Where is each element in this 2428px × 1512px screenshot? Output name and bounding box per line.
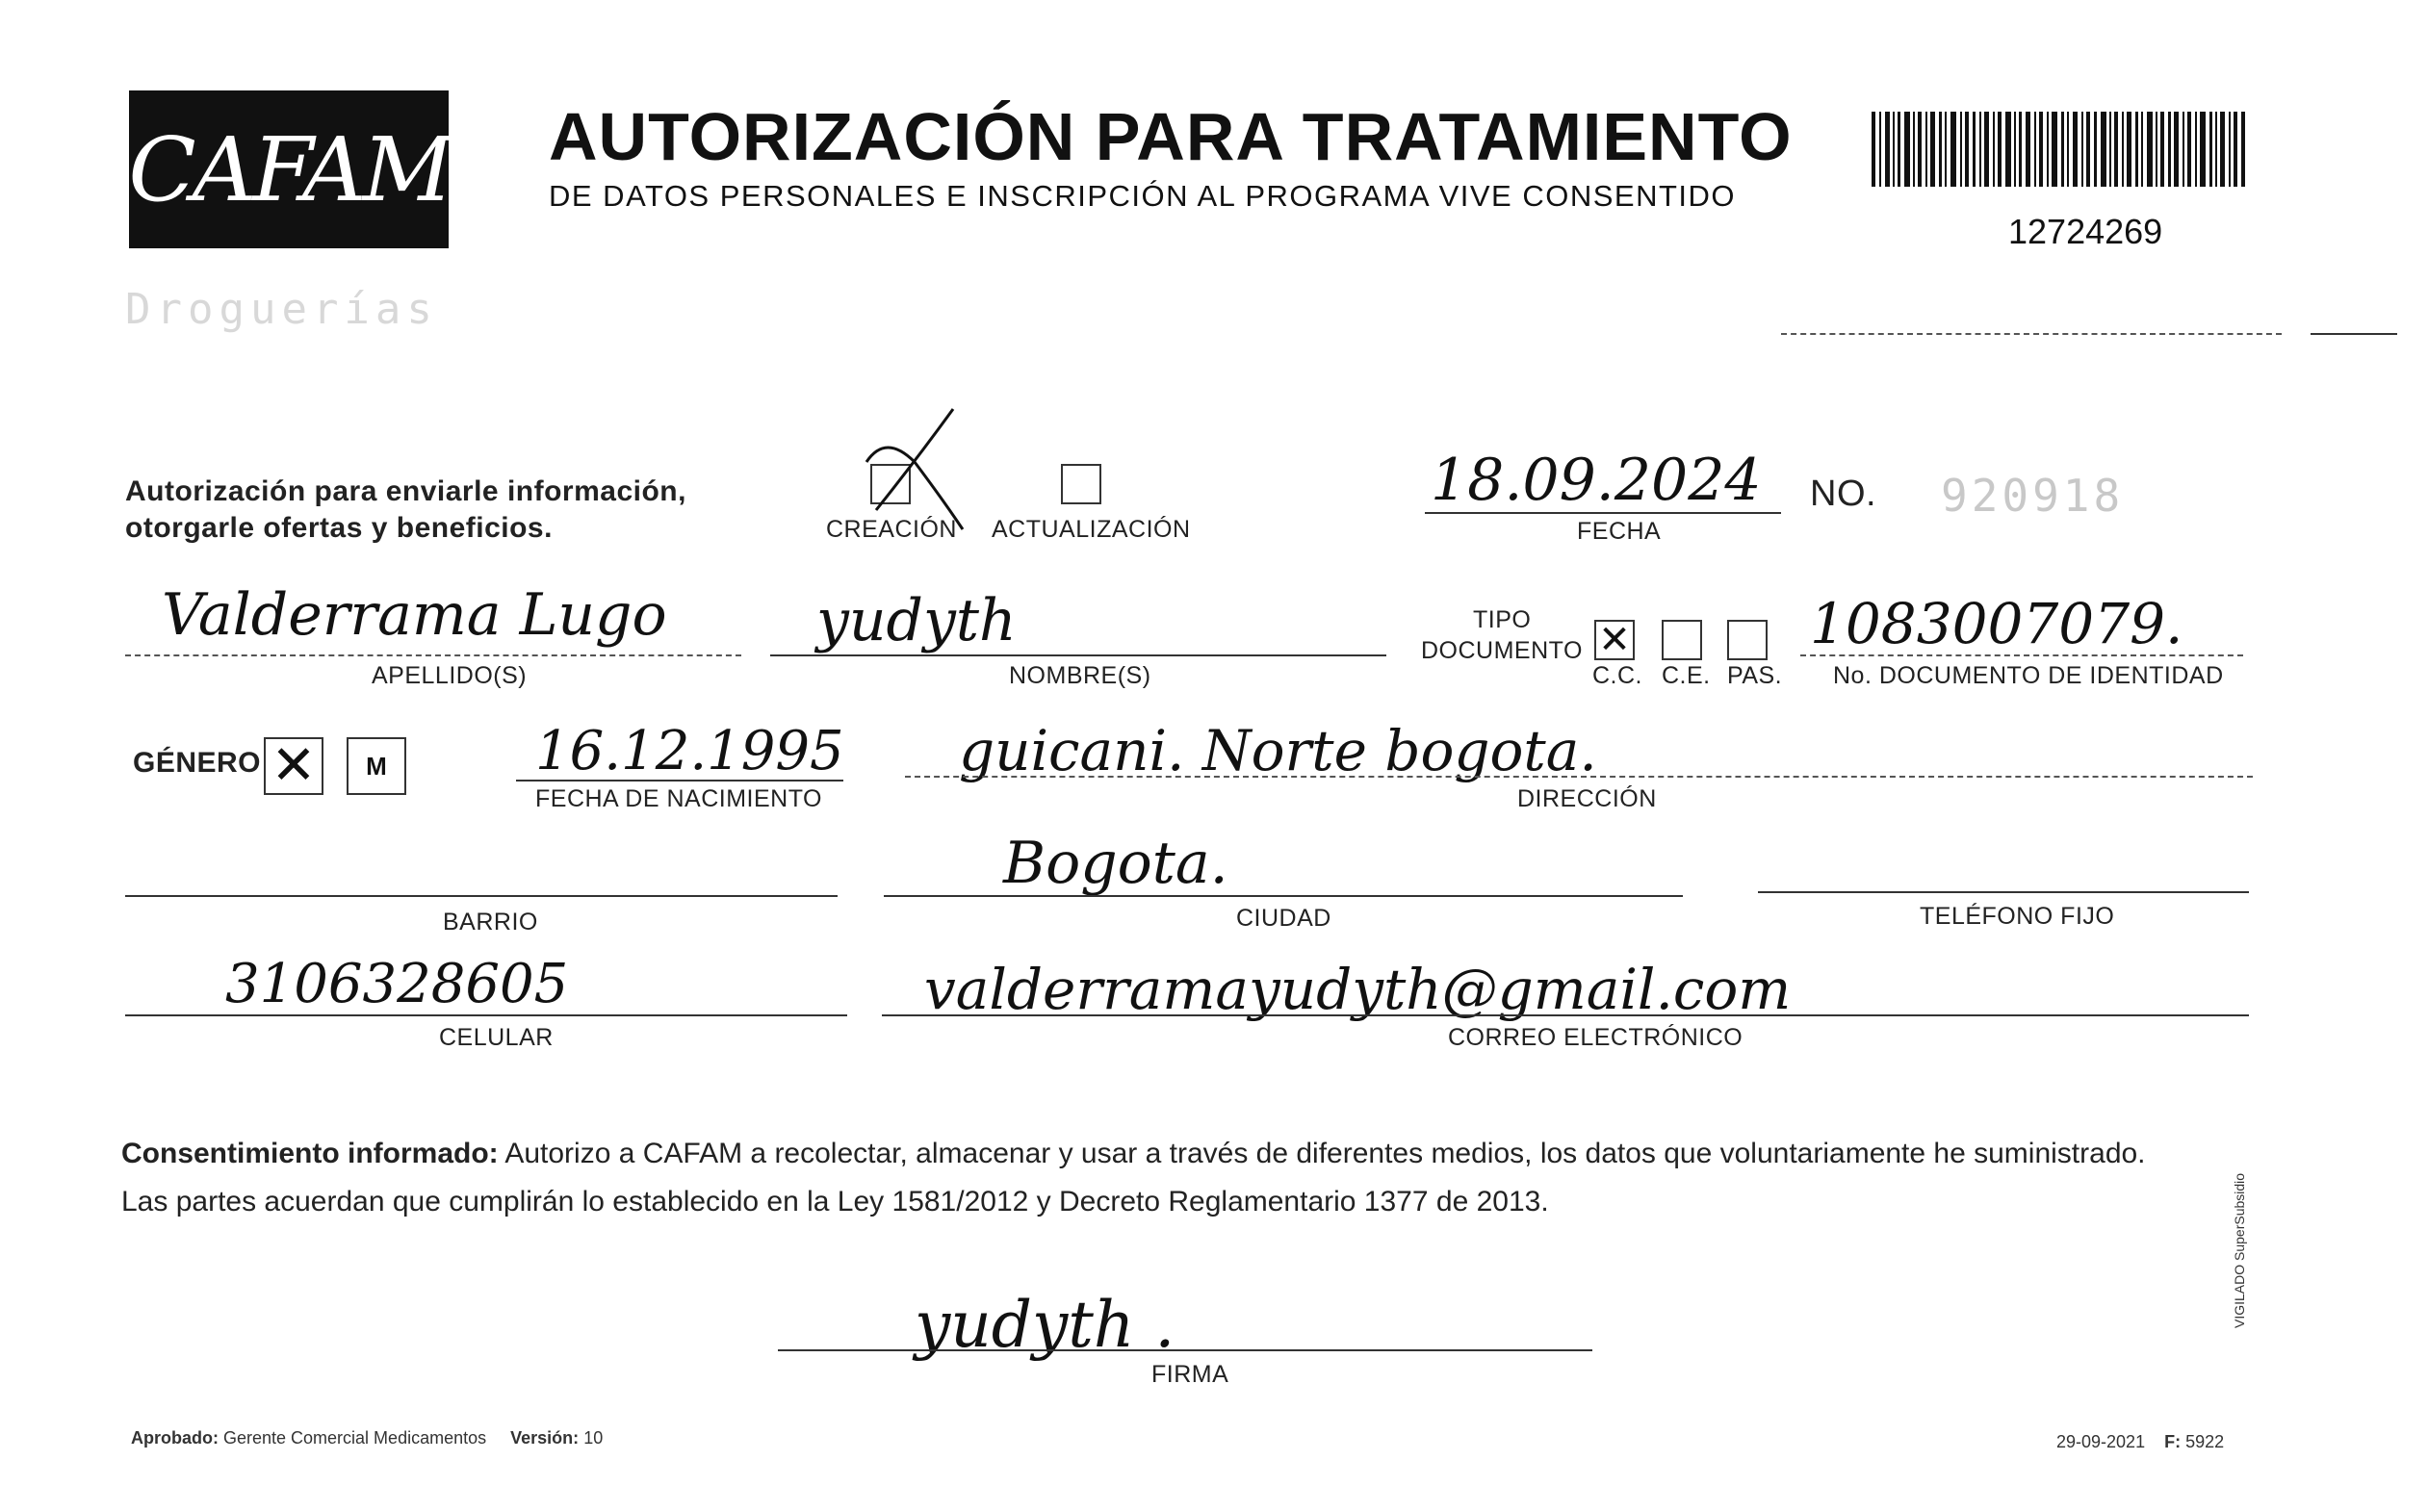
- header-divider-short: [2311, 333, 2397, 335]
- doc-number-line: [1800, 654, 2243, 656]
- city-value[interactable]: Bogota.: [1003, 830, 1228, 897]
- consent-text-1: Autorizo a CAFAM a recolectar, almacenar y usar a través de diferentes medios, los datos que voluntariamente he suministrado.: [498, 1138, 2146, 1169]
- footer-approved: [131, 1428, 603, 1448]
- doc-number-value[interactable]: 1083007079.: [1810, 591, 2183, 656]
- doc-type-label-2: DOCUMENTO: [1421, 637, 1583, 664]
- version-label: Versión:: [510, 1428, 580, 1448]
- form-title: AUTORIZACIÓN PARA TRATAMIENTO: [549, 99, 1793, 174]
- birth-value[interactable]: 16.12.1995: [535, 720, 844, 782]
- barcode-icon: [1872, 112, 2247, 187]
- auth-intro-line2: otorgarle ofertas y beneficios.: [125, 512, 553, 544]
- email-line: [882, 1014, 2249, 1016]
- creation-label: CREACIÓN: [826, 516, 957, 543]
- doc-number-label: No. DOCUMENTO DE IDENTIDAD: [1833, 662, 2224, 689]
- signature-label: FIRMA: [1151, 1361, 1229, 1388]
- birth-line: [516, 780, 843, 782]
- date-label: FECHA: [1577, 518, 1662, 545]
- doc-pas-label: PAS.: [1727, 662, 1783, 689]
- doc-cc-checkbox[interactable]: ✕: [1594, 620, 1635, 660]
- surnames-value[interactable]: Valderrama Lugo: [162, 581, 667, 649]
- mobile-line: [125, 1014, 847, 1016]
- phone-label: TELÉFONO FIJO: [1920, 903, 2115, 930]
- surnames-line: [125, 654, 741, 656]
- barcode-number: 12724269: [2008, 212, 2163, 251]
- form-label: F:: [2164, 1432, 2182, 1451]
- update-label: ACTUALIZACIÓN: [992, 516, 1191, 543]
- cafam-logo: [129, 90, 449, 248]
- email-value[interactable]: valderramayudyth@gmail.com: [924, 957, 1792, 1022]
- city-line: [884, 895, 1683, 897]
- doc-pas-checkbox[interactable]: [1727, 620, 1768, 660]
- auth-intro-line1: Autorización para enviarle información,: [125, 475, 686, 507]
- city-label: CIUDAD: [1236, 905, 1331, 932]
- names-label: NOMBRE(S): [1009, 662, 1151, 689]
- date-line: [1425, 512, 1781, 514]
- consent-heading: Consentimiento informado:: [121, 1138, 499, 1169]
- gender-f-checkbox[interactable]: ✕: [264, 737, 323, 795]
- approved-value: Gerente Comercial Medicamentos: [223, 1428, 487, 1448]
- no-label: NO.: [1810, 474, 1877, 514]
- no-value: 920918: [1941, 470, 2125, 522]
- mobile-label: CELULAR: [439, 1024, 554, 1051]
- barrio-label: BARRIO: [443, 909, 538, 935]
- header-divider: [1781, 333, 2282, 335]
- form-value: 5922: [2185, 1432, 2225, 1451]
- date-code: 29-09-2021: [2056, 1432, 2146, 1451]
- faded-stamp: Droguerías: [125, 285, 438, 334]
- consent-line2: Las partes acuerdan que cumplirán lo establecido en la Ley 1581/2012 y Decreto Reglamentario 1377 de 2013.: [121, 1186, 1549, 1217]
- phone-line: [1758, 891, 2249, 893]
- doc-ce-label: C.E.: [1662, 662, 1711, 689]
- consent-line1: [121, 1130, 2259, 1178]
- address-line: [905, 776, 2253, 778]
- version-value: 10: [583, 1428, 604, 1448]
- names-line: [770, 654, 1386, 656]
- doc-type-label-1: TIPO: [1473, 606, 1532, 633]
- surnames-label: APELLIDO(S): [372, 662, 528, 689]
- names-value[interactable]: yudyth: [816, 587, 1017, 654]
- side-stamp: VIGILADO SuperSubsidio: [2232, 1172, 2247, 1328]
- consent-paragraph: [121, 1130, 2259, 1226]
- email-label: CORREO ELECTRÓNICO: [1448, 1024, 1744, 1051]
- update-checkbox[interactable]: [1061, 464, 1101, 504]
- form-subtitle: DE DATOS PERSONALES E INSCRIPCIÓN AL PROGRAMA VIVE CONSENTIDO: [549, 179, 1737, 213]
- doc-ce-checkbox[interactable]: [1662, 620, 1702, 660]
- address-value[interactable]: guicani. Norte bogota.: [959, 718, 1597, 783]
- mobile-value[interactable]: 3106328605: [225, 953, 569, 1015]
- gender-m-checkbox[interactable]: [347, 737, 406, 795]
- barrio-line: [125, 895, 838, 897]
- logo-text: CAFAM: [128, 117, 450, 221]
- gender-m-label: M: [366, 752, 387, 781]
- gender-label: GÉNERO: [133, 747, 262, 779]
- date-value[interactable]: 18.09.2024: [1431, 447, 1762, 514]
- doc-cc-label: C.C.: [1592, 662, 1642, 689]
- birth-label: FECHA DE NACIMIENTO: [535, 785, 822, 812]
- signature-value[interactable]: yudyth .: [915, 1288, 1175, 1362]
- address-label: DIRECCIÓN: [1517, 785, 1657, 812]
- approved-label: Aprobado:: [131, 1428, 219, 1448]
- signature-line: [778, 1349, 1592, 1351]
- footer-code: [2056, 1432, 2224, 1452]
